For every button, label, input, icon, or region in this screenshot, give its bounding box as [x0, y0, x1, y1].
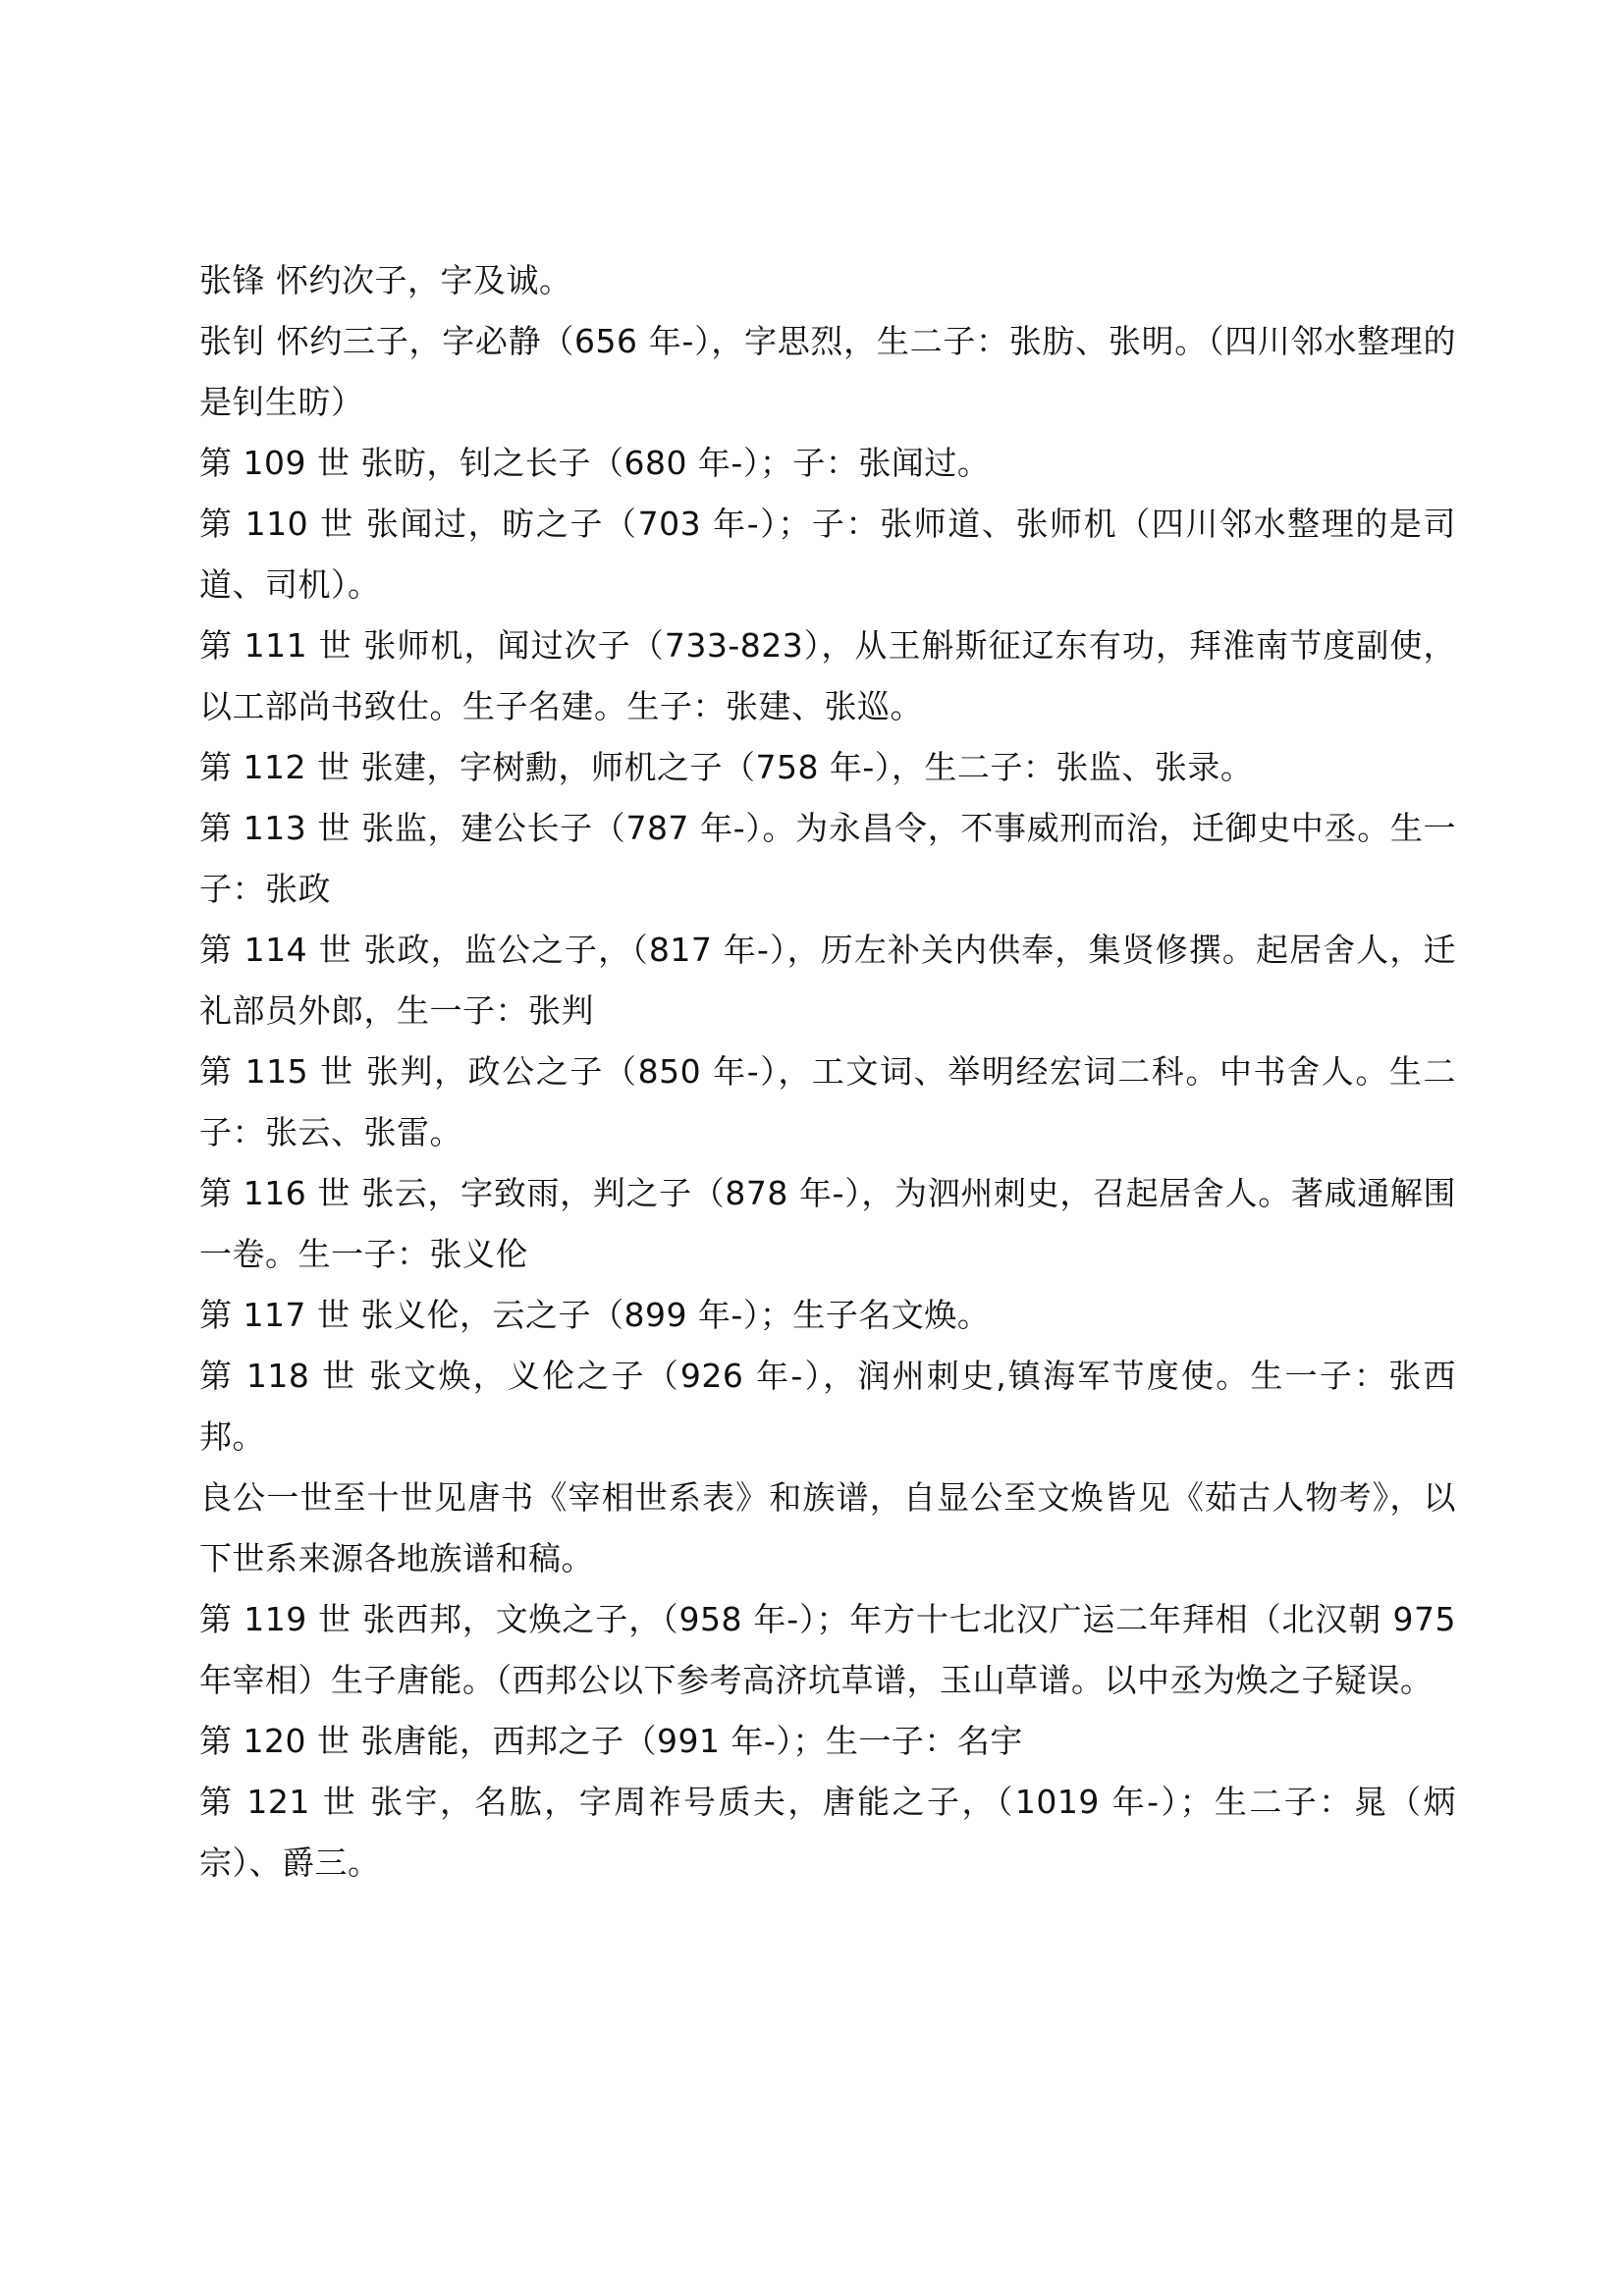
genealogy-entry: 第 121 世 张宇，名肱，字周祚号质夫，唐能之子，（1019 年-）；生二子：晁（炳宗）、爵三。	[199, 1783, 1456, 1882]
genealogy-entry: 张锋 怀约次子，字及诚。	[199, 261, 572, 299]
genealogy-entry: 第 113 世 张监，建公长子（787 年-）。为永昌令，不事威刑而治，迁御史中丞。生一子：张政	[199, 809, 1456, 908]
genealogy-entry: 第 120 世 张唐能，西邦之子（991 年-）；生一子：名宇	[199, 1722, 1023, 1760]
genealogy-entry: 第 112 世 张建，字树勳，师机之子（758 年-），生二子：张监、张录。	[199, 748, 1254, 786]
genealogy-entry: 第 119 世 张西邦，文焕之子，（958 年-）；年方十七北汉广运二年拜相（北汉朝 975 年宰相）生子唐能。（西邦公以下参考高济坑草谱，玉山草谱。以中丞为焕之子疑误。	[199, 1600, 1456, 1699]
source-note-paragraph: 良公一世至十世见唐书《宰相世系表》和族谱，自显公至文焕皆见《茹古人物考》，以下世系来源各地族谱和稿。	[199, 1478, 1456, 1577]
genealogy-entry: 第 111 世 张师机，闻过次子（733-823），从王斛斯征辽东有功，拜淮南节度副使，以工部尚书致仕。生子名建。生子：张建、张巡。	[199, 626, 1456, 725]
genealogy-entry: 张钊 怀约三子，字必静（656 年-），字思烈，生二子：张肪、张明。（四川邻水整理的是钊生昉）	[199, 322, 1456, 421]
genealogy-entry: 第 118 世 张文焕，义伦之子（926 年-），润州刺史,镇海军节度使。生一子：张西邦。	[199, 1357, 1456, 1456]
genealogy-entry: 第 115 世 张判，政公之子（850 年-），工文词、举明经宏词二科。中书舍人。生二子：张云、张雷。	[199, 1052, 1456, 1151]
genealogy-text-body	[199, 250, 1456, 1894]
genealogy-entry: 第 114 世 张政，监公之子，（817 年-），历左补关内供奉，集贤修撰。起居舍人，迁礼部员外郎，生一子：张判	[199, 931, 1456, 1030]
genealogy-entry: 第 109 世 张昉，钊之长子（680 年-）；子：张闻过。	[199, 444, 991, 482]
genealogy-entry: 第 110 世 张闻过，昉之子（703 年-）；子：张师道、张师机（四川邻水整理的是司道、司机）。	[199, 505, 1456, 604]
genealogy-entry: 第 116 世 张云，字致雨，判之子（878 年-），为泗州刺史，召起居舍人。著咸通解围一卷。生一子：张义伦	[199, 1174, 1456, 1273]
genealogy-entry: 第 117 世 张义伦，云之子（899 年-）；生子名文焕。	[199, 1296, 991, 1334]
